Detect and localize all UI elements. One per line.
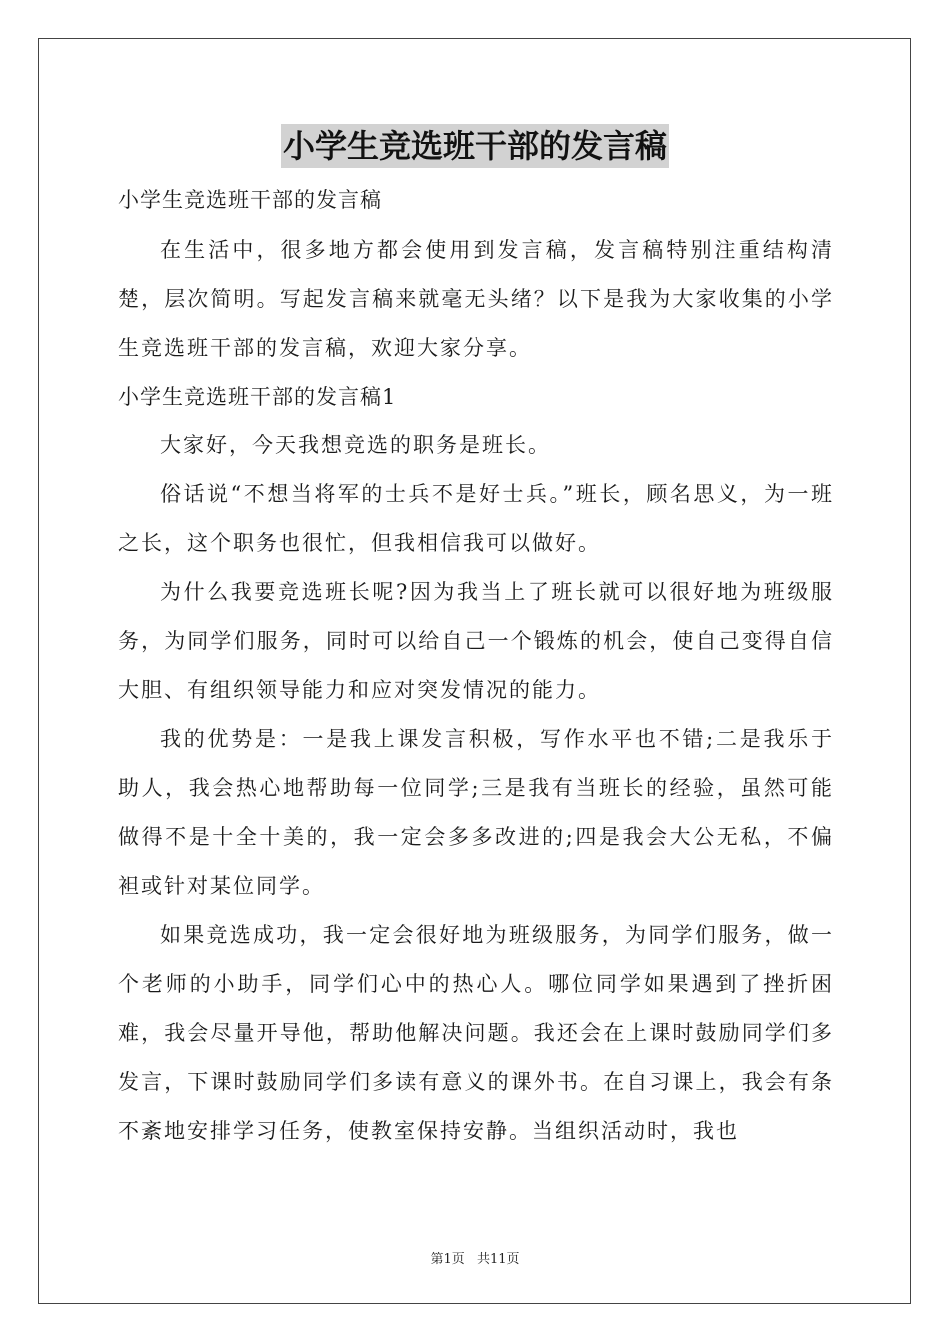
body-paragraph-3: 为什么我要竞选班长呢?因为我当上了班长就可以很好地为班级服务，为同学们服务，同时可以给自己一个锻炼的机会，使自己变得自信大胆、有组织领导能力和应对突发情况的能力。 [118,580,834,702]
document-body [118,176,834,1156]
title-container [0,124,950,168]
section-heading: 小学生竞选班干部的发言稿1 [118,385,397,409]
page-footer [0,1248,950,1267]
body-paragraph-5: 如果竞选成功，我一定会很好地为班级服务，为同学们服务，做一个老师的小助手，同学们心中的热心人。哪位同学如果遇到了挫折困难，我会尽量开导他，帮助他解决问题。我还会在上课时鼓励同学们多发言，下课时鼓励同学们多读有意义的课外书。在自习课上，我会有条不紊地安排学习任务，使教室保持安静。当组织活动时，我也 [118,923,834,1143]
body-paragraph-4: 我的优势是：一是我上课发言积极，写作水平也不错;二是我乐于助人，我会热心地帮助每一位同学;三是我有当班长的经验，虽然可能做得不是十全十美的，我一定会多多改进的;四是我会大公无私，不偏袒或针对某位同学。 [118,727,834,898]
page-total: 共11页 [476,1252,520,1267]
body-paragraph-2: 俗话说“不想当将军的士兵不是好士兵。”班长，顾名思义，为一班之长，这个职务也很忙，但我相信我可以做好。 [118,482,834,555]
body-paragraph-1: 大家好，今天我想竞选的职务是班长。 [160,433,551,457]
page-number: 第1页 [430,1252,465,1267]
document-title: 小学生竞选班干部的发言稿 [281,124,669,168]
intro-paragraph: 在生活中，很多地方都会使用到发言稿，发言稿特别注重结构清楚，层次简明。写起发言稿来就毫无头绪？以下是我为大家收集的小学生竞选班干部的发言稿，欢迎大家分享。 [118,238,834,360]
document-subtitle: 小学生竞选班干部的发言稿 [118,188,382,212]
